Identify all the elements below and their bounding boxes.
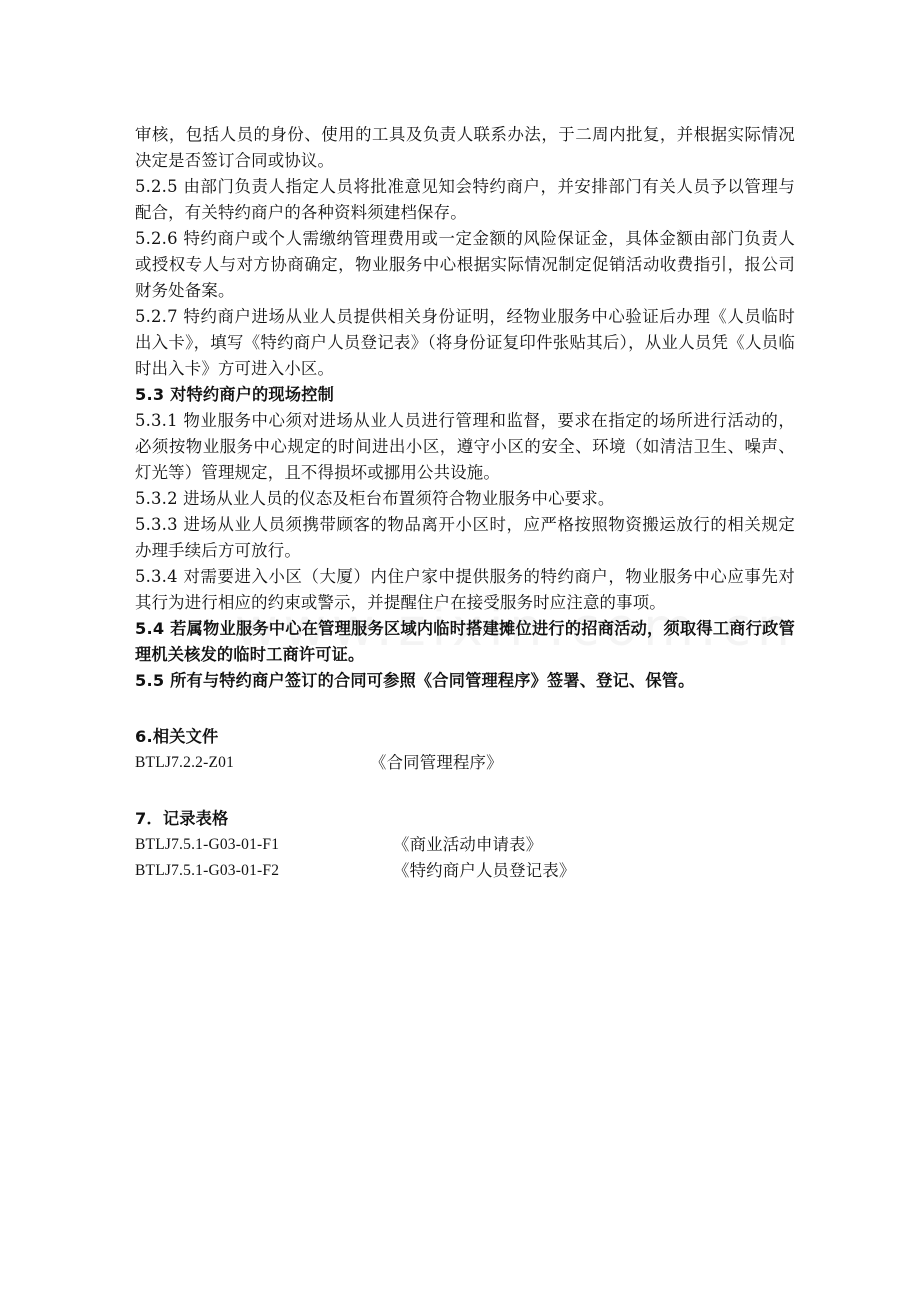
paragraph-5-2-6: 5.2.6 特约商户或个人需缴纳管理费用或一定金额的风险保证金，具体金额由部门负责人或授权专人与对方协商确定，物业服务中心根据实际情况制定促销活动收费指引，报公司财务处备案。 xyxy=(135,229,795,300)
record-form-code: BTLJ7.5.1-G03-01-F1 xyxy=(135,836,280,853)
record-form-row xyxy=(135,832,795,858)
section-7-heading: 7．记录表格 xyxy=(135,809,229,828)
section-6-heading: 6.相关文件 xyxy=(135,727,219,746)
paragraph-5-3-1: 5.3.1 物业服务中心须对进场从业人员进行管理和监督，要求在指定的场所进行活动的，必须按物业服务中心规定的时间进出小区，遵守小区的安全、环境（如清洁卫生、噪声、灯光等）管理规定，且不得损坏或挪用公共设施。 xyxy=(135,411,795,482)
paragraph-5-2-7: 5.2.7 特约商户进场从业人员提供相关身份证明，经物业服务中心验证后办理《人员临时出入卡》，填写《特约商户人员登记表》（将身份证复印件张贴其后），从业人员凭《人员临时出入卡》方可进入小区。 xyxy=(135,307,795,378)
heading-5-3: 5.3 对特约商户的现场控制 xyxy=(135,385,334,404)
record-form-title: 《特约商户人员登记表》 xyxy=(393,861,576,880)
section-spacer xyxy=(135,776,795,806)
record-form-row xyxy=(135,858,795,884)
record-form-title: 《商业活动申请表》 xyxy=(393,835,543,854)
paragraph-5-4: 5.4 若属物业服务中心在管理服务区域内临时搭建摊位进行的招商活动，须取得工商行政管理机关核发的临时工商许可证。 xyxy=(135,619,795,664)
reference-row xyxy=(135,750,795,776)
reference-code: BTLJ7.2.2-Z01 xyxy=(135,754,235,771)
paragraph-approval: 审核，包括人员的身份、使用的工具及负责人联系办法，于二周内批复，并根据实际情况决定是否签订合同或协议。 xyxy=(135,125,795,170)
paragraph-5-3-3: 5.3.3 进场从业人员须携带顾客的物品离开小区时，应严格按照物资搬运放行的相关规定办理手续后方可放行。 xyxy=(135,515,795,560)
document-body xyxy=(135,122,795,884)
record-form-code: BTLJ7.5.1-G03-01-F2 xyxy=(135,862,280,879)
paragraph-5-2-5: 5.2.5 由部门负责人指定人员将批准意见知会特约商户，并安排部门有关人员予以管理与配合，有关特约商户的各种资料须建档保存。 xyxy=(135,177,795,222)
reference-title: 《合同管理程序》 xyxy=(370,753,503,772)
section-spacer xyxy=(135,694,795,724)
paragraph-5-3-4: 5.3.4 对需要进入小区（大厦）内住户家中提供服务的特约商户，物业服务中心应事先对其行为进行相应的约束或警示，并提醒住户在接受服务时应注意的事项。 xyxy=(135,567,795,612)
paragraph-5-5: 5.5 所有与特约商户签订的合同可参照《合同管理程序》签署、登记、保管。 xyxy=(135,671,695,690)
paragraph-5-3-2: 5.3.2 进场从业人员的仪态及柜台布置须符合物业服务中心要求。 xyxy=(135,489,615,508)
